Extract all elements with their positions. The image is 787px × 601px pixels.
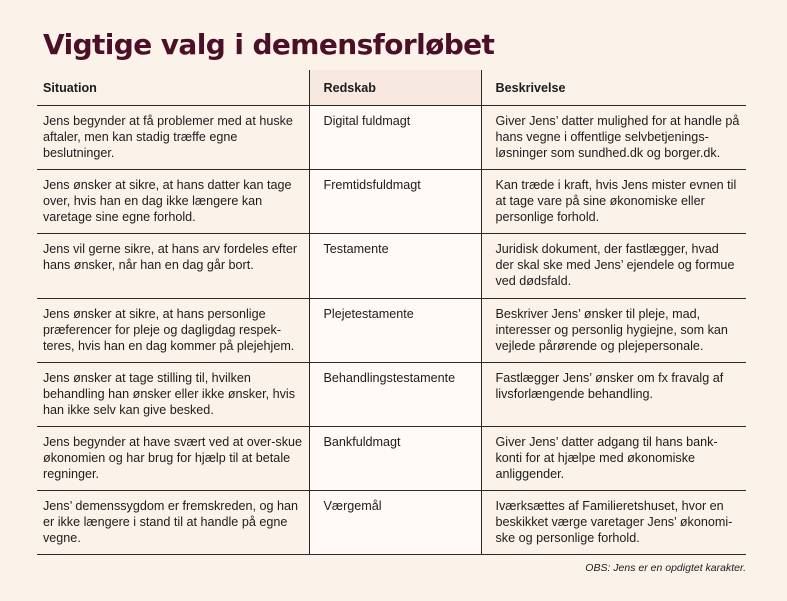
situation-cell: Jens begynder at have svært ved at over-skue økonomien og har brug for hjælp til at betale regninger.: [37, 427, 309, 491]
table-row: [37, 234, 746, 299]
table-row: [37, 170, 746, 234]
description-cell: Kan træde i kraft, hvis Jens mister evnen til at tage vare på sine økonomiske eller personlige forhold.: [481, 170, 746, 234]
table-header-row: [37, 70, 746, 106]
tool-cell: Plejetestamente: [309, 299, 481, 363]
choices-table: [37, 70, 746, 555]
situation-cell: Jens ønsker at sikre, at hans personlige præferencer for pleje og dagligdag respek-teres, hvis han en dag kommer på plejehjem.: [37, 299, 309, 363]
tool-cell: Fremtidsfuldmagt: [309, 170, 481, 234]
table-row: [37, 106, 746, 170]
description-cell: Juridisk dokument, der fastlægger, hvad der skal ske med Jens’ ejendele og formue ved dødsfald.: [481, 234, 746, 299]
description-cell: Giver Jens’ datter adgang til hans bank-konti for at hjælpe med økonomiske anliggender.: [481, 427, 746, 491]
table-row: [37, 299, 746, 363]
description-cell: Giver Jens’ datter mulighed for at handle på hans vegne i offentlige selvbetjenings-løsninger som sundhed.dk og borger.dk.: [481, 106, 746, 170]
description-cell: Fastlægger Jens’ ønsker om fx fravalg af livsforlængende behandling.: [481, 363, 746, 427]
situation-cell: Jens ønsker at tage stilling til, hvilken behandling han ønsker eller ikke ønsker, hvis han ikke selv kan give besked.: [37, 363, 309, 427]
tool-cell: Digital fuldmagt: [309, 106, 481, 170]
table-row: [37, 427, 746, 491]
situation-cell: Jens ønsker at sikre, at hans datter kan tage over, hvis han en dag ikke længere kan varetage sine egne forhold.: [37, 170, 309, 234]
description-cell: Iværksættes af Familieretshuset, hvor en beskikket værge varetager Jens’ økonomi-ske og personlige forhold.: [481, 491, 746, 555]
table-row: [37, 363, 746, 427]
footnote: OBS: Jens er en opdigtet karakter.: [585, 562, 746, 574]
tool-cell: Testamente: [309, 234, 481, 299]
description-cell: Beskriver Jens’ ønsker til pleje, mad, interesser og personlig hygiejne, som kan vejlede pårørende og plejepersonale.: [481, 299, 746, 363]
header-tool: Redskab: [309, 70, 481, 106]
table-row: [37, 491, 746, 555]
header-description: Beskrivelse: [481, 70, 746, 106]
situation-cell: Jens vil gerne sikre, at hans arv fordeles efter hans ønsker, når han en dag går bort.: [37, 234, 309, 299]
tool-cell: Behandlingstestamente: [309, 363, 481, 427]
situation-cell: Jens’ demenssygdom er fremskreden, og han er ikke længere i stand til at handle på egne vegne.: [37, 491, 309, 555]
situation-cell: Jens begynder at få problemer med at huske aftaler, men kan stadig træffe egne beslutninger.: [37, 106, 309, 170]
tool-cell: Bankfuldmagt: [309, 427, 481, 491]
tool-cell: Værgemål: [309, 491, 481, 555]
page-title: Vigtige valg i demensforløbet: [43, 28, 495, 61]
header-situation: Situation: [37, 70, 309, 106]
